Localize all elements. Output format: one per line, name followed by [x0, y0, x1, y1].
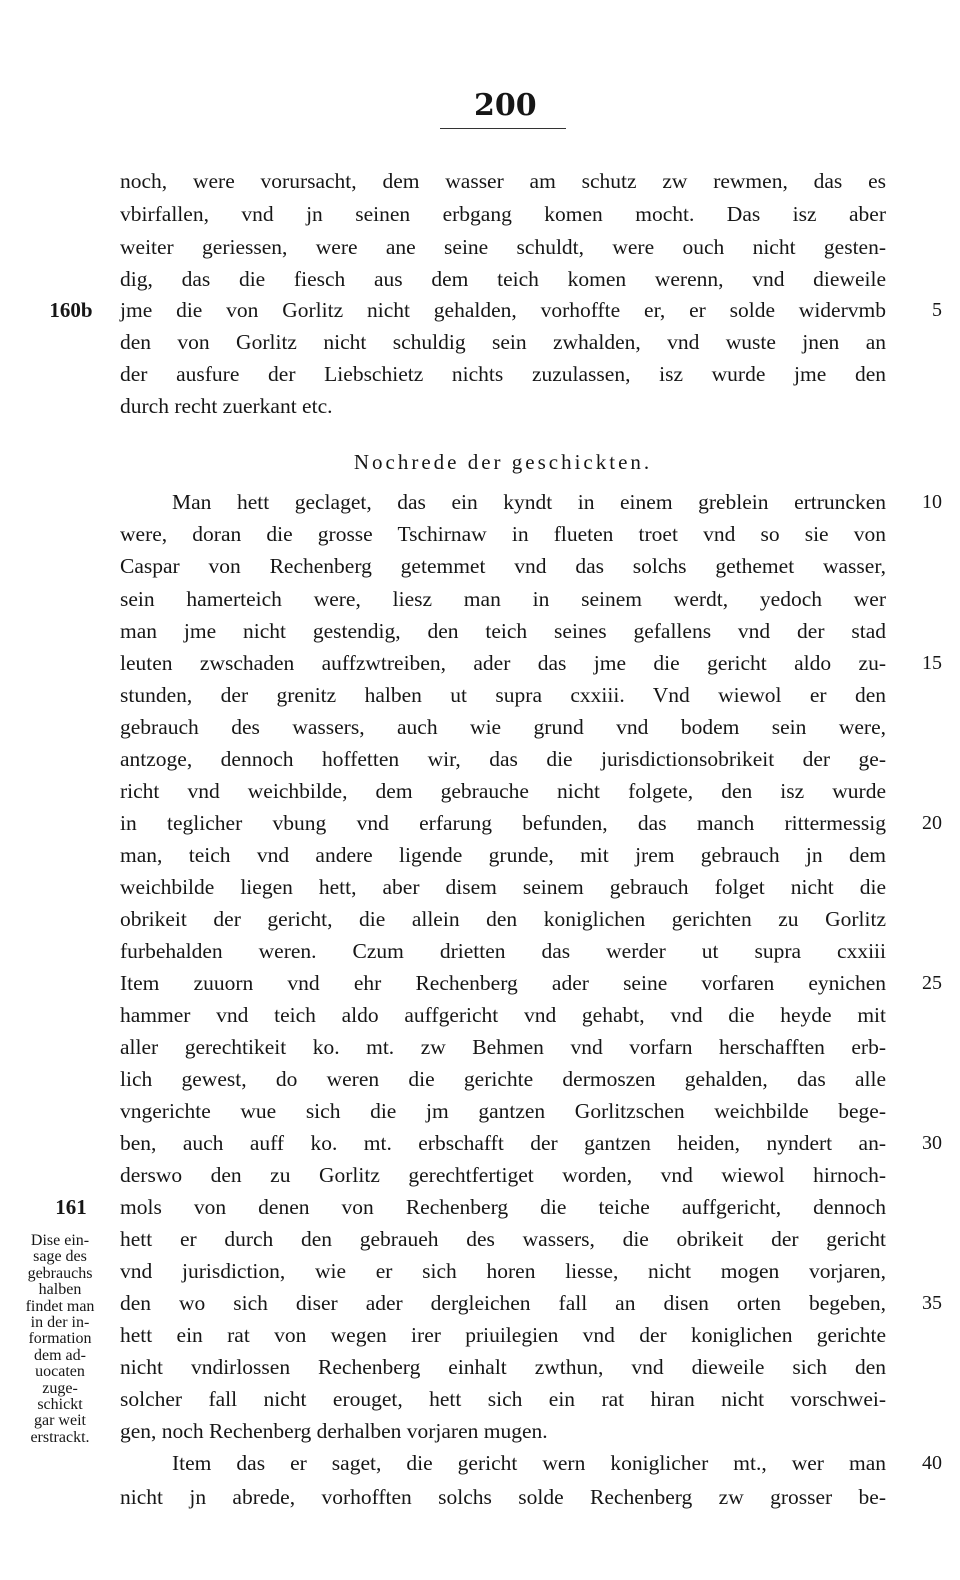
text-line: weiter geriessen, were ane seine schuldt, were ouch nicht gesten- — [120, 235, 886, 259]
text-line: Item das er saget, die gericht wern koniglicher mt., wer man — [172, 1451, 886, 1475]
line-number: 25 — [922, 972, 942, 994]
text-line: sein hamerteich were, liesz man in seinem werdt, yedoch wer — [120, 587, 886, 611]
text-line: nicht vndirlossen Rechenberg einhalt zwthun, vnd dieweile sich den — [120, 1355, 886, 1379]
text-line: ben, auch auff ko. mt. erbschafft der gantzen heiden, nyndert an- — [120, 1131, 886, 1155]
text-line: obrikeit der gericht, die allein den koniglichen gerichten zu Gorlitz — [120, 907, 886, 931]
text-line: in teglicher vbung vnd erfarung befunden, das manch rittermessig — [120, 811, 886, 835]
side-note-line: findet man — [25, 1297, 95, 1315]
side-note-line: formation — [28, 1330, 92, 1348]
text-line: vnd jurisdiction, wie er sich horen liesse, nicht mogen vorjaren, — [120, 1259, 886, 1283]
side-note-line: gebrauchs — [27, 1264, 93, 1282]
text-line: hammer vnd teich aldo auffgericht vnd gehabt, vnd die heyde mit — [120, 1003, 886, 1027]
text-line: hett ein rat von wegen irer priuilegien vnd der koniglichen gerichte — [120, 1323, 886, 1347]
text-line: der ausfure der Liebschietz nichts zuzulassen, isz wurde jme den — [120, 362, 886, 386]
text-line: Caspar von Rechenberg getemmet vnd das solchs gethemet wasser, — [120, 554, 886, 578]
text-line: nicht jn abrede, vorhofften solchs solde Rechenberg zw grosser be- — [120, 1485, 886, 1509]
text-line: hett er durch den gebraueh des wassers, die obrikeit der gericht — [120, 1227, 886, 1251]
text-line: lich gewest, do weren die gerichte dermoszen gehalden, das alle — [120, 1067, 886, 1091]
text-line: gen, noch Rechenberg derhalben vorjaren mugen. — [120, 1419, 548, 1443]
text-line: man, teich vnd andere ligende grunde, mit jrem gebrauch jn dem — [120, 843, 886, 867]
text-line: mols von denen von Rechenberg die teiche auffgericht, dennoch — [120, 1195, 886, 1219]
margin-folio: 160b — [49, 298, 93, 322]
line-number: 35 — [922, 1292, 942, 1314]
line-number: 10 — [922, 491, 942, 513]
text-line: were, doran die grosse Tschirnaw in flueten troet vnd so sie von — [120, 522, 886, 546]
text-line: den wo sich diser ader dergleichen fall an disen orten begeben, — [120, 1291, 886, 1315]
side-note-line: halben — [38, 1281, 82, 1299]
side-note-line: erstrackt. — [30, 1428, 90, 1446]
text-line: weichbilde liegen hett, aber disem seinem gebrauch folget nicht die — [120, 875, 886, 899]
text-line: Item zuuorn vnd ehr Rechenberg ader seine vorfaren eynichen — [120, 971, 886, 995]
side-note — [8, 1233, 112, 1446]
header-rule — [440, 128, 566, 129]
text-line: stunden, der grenitz halben ut supra cxxiii. Vnd wiewol er den — [120, 683, 886, 707]
line-number: 40 — [922, 1452, 942, 1474]
text-line: man jme nicht gestendig, den teich seines gefallens vnd der stad — [120, 619, 886, 643]
text-line: den von Gorlitz nicht schuldig sein zwhalden, vnd wuste jnen an — [120, 330, 886, 354]
text-line: durch recht zuerkant etc. — [120, 394, 333, 418]
text-line: solcher fall nicht erouget, hett sich ein rat hiran nicht vorschwei- — [120, 1387, 886, 1411]
line-number: 5 — [932, 299, 942, 321]
section-heading: Nochrede der geschickten. — [353, 450, 653, 474]
line-number: 30 — [922, 1132, 942, 1154]
side-note-line: dem ad- — [34, 1346, 86, 1364]
page-number: 200 — [474, 88, 537, 123]
text-line: dig, das die fiesch aus dem teich komen werenn, vnd dieweile — [120, 267, 886, 291]
side-note-line: gar weit — [34, 1412, 86, 1430]
side-note-line: Dise ein- — [30, 1232, 90, 1249]
text-line: jme die von Gorlitz nicht gehalden, vorhoffte er, er solde widervmb — [120, 298, 886, 322]
text-line: Man hett geclaget, das ein kyndt in einem greblein ertruncken — [172, 490, 886, 514]
text-line: vngerichte wue sich die jm gantzen Gorlitzschen weichbilde bege- — [120, 1099, 886, 1123]
text-line: furbehalden weren. Czum drietten das werder ut supra cxxiii — [120, 939, 886, 963]
side-note-line: in der in- — [30, 1314, 90, 1332]
text-line: gebrauch des wassers, auch wie grund vnd bodem sein were, — [120, 715, 886, 739]
line-number: 20 — [922, 812, 942, 834]
side-note-line: sage des — [33, 1248, 87, 1266]
side-note-line: uocaten — [35, 1363, 85, 1381]
line-number: 15 — [922, 652, 942, 674]
text-line: antzoge, dennoch hoffetten wir, das die jurisdictionsobrikeit der ge- — [120, 747, 886, 771]
text-line: leuten zwschaden auffzwtreiben, ader das jme die gericht aldo zu- — [120, 651, 886, 675]
side-note-line: schickt — [37, 1396, 83, 1414]
text-line: aller gerechtikeit ko. mt. zw Behmen vnd vorfarn herschafften erb- — [120, 1035, 886, 1059]
text-line: derswo den zu Gorlitz gerechtfertiget worden, vnd wiewol hirnoch- — [120, 1163, 886, 1187]
text-line: richt vnd weichbilde, dem gebrauche nicht folgete, den isz wurde — [120, 779, 886, 803]
text-line: noch, were vorursacht, dem wasser am schutz zw rewmen, das es — [120, 169, 886, 193]
side-note-line: zuge- — [42, 1379, 78, 1397]
margin-folio: 161 — [55, 1195, 87, 1219]
text-line: vbirfallen, vnd jn seinen erbgang komen mocht. Das isz aber — [120, 202, 886, 226]
